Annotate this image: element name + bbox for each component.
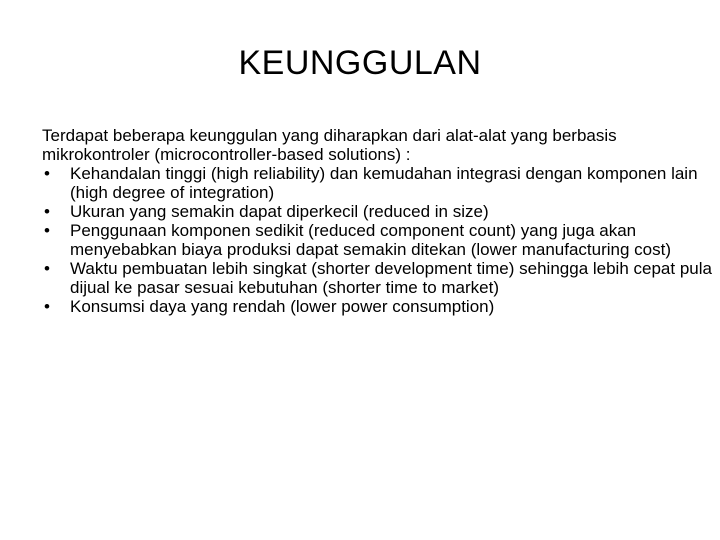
bullet-icon: • (44, 164, 50, 183)
bullet-text: Penggunaan komponen sedikit (reduced component count) yang juga akan menyebabkan biaya produksi dapat semakin ditekan (lower manufacturing cost) (70, 221, 671, 259)
list-item (42, 221, 712, 259)
bullet-icon: • (44, 221, 50, 240)
bullet-list (42, 164, 712, 316)
list-item (42, 259, 712, 297)
bullet-icon: • (44, 202, 50, 221)
bullet-text: Ukuran yang semakin dapat diperkecil (reduced in size) (70, 202, 489, 221)
bullet-icon: • (44, 259, 50, 278)
intro-paragraph: Terdapat beberapa keunggulan yang diharapkan dari alat-alat yang berbasis mikrokontroler (microcontroller-based solutions) : (42, 126, 617, 164)
list-item (42, 297, 712, 316)
slide-title: KEUNGGULAN (238, 44, 482, 82)
bullet-icon: • (44, 297, 50, 316)
list-item (42, 202, 712, 221)
slide-body (42, 126, 712, 316)
bullet-text: Konsumsi daya yang rendah (lower power consumption) (70, 297, 495, 316)
bullet-text: Waktu pembuatan lebih singkat (shorter development time) sehingga lebih cepat pula dijual ke pasar sesuai kebutuhan (shorter time to market) (70, 259, 712, 297)
bullet-text: Kehandalan tinggi (high reliability) dan kemudahan integrasi dengan komponen lain (high degree of integration) (70, 164, 698, 202)
list-item (42, 164, 712, 202)
